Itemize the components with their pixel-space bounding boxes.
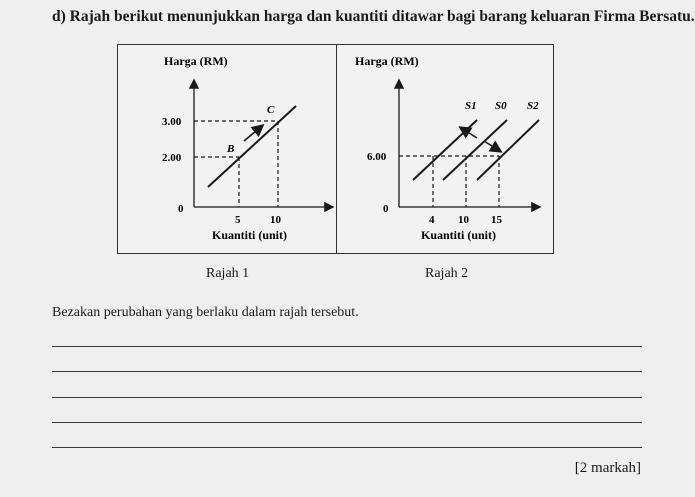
- answer-line-3[interactable]: [52, 397, 642, 398]
- figure-2-x-tick-10: 10: [458, 214, 469, 226]
- instruction-text: Bezakan perubahan yang berlaku dalam rajah tersebut.: [52, 305, 359, 320]
- figure-2-origin: 0: [383, 203, 389, 215]
- figure-1-x-tick-10: 10: [270, 214, 281, 226]
- figure-2-x-axis-label: Kuantiti (unit): [421, 228, 497, 242]
- answer-line-5[interactable]: [52, 447, 642, 448]
- figure-2-label-s2: S2: [527, 100, 539, 112]
- figure-1-x-axis-label: Kuantiti (unit): [212, 228, 288, 242]
- figure-1-origin: 0: [178, 203, 184, 215]
- figure-2-label-s0: S0: [495, 100, 507, 112]
- figure-1-y-tick-3: 3.00: [162, 116, 182, 128]
- figure-1-point-c: C: [267, 104, 275, 116]
- figure-2-y-axis-label: Harga (RM): [355, 54, 419, 68]
- figure-1-point-b: B: [227, 143, 235, 155]
- figure-2-curve-s1: [413, 120, 477, 180]
- figure-2-x-tick-15: 15: [491, 214, 502, 226]
- figure-2-diagram: [337, 45, 555, 253]
- figure-1-y-axis-label: Harga (RM): [164, 54, 228, 68]
- answer-line-4[interactable]: [52, 422, 642, 423]
- figure-1-x-tick-5: 5: [235, 214, 241, 226]
- figure-1-supply-curve: [208, 106, 296, 187]
- answer-line-1[interactable]: [52, 346, 642, 347]
- figure-2-label-s1: S1: [465, 100, 477, 112]
- figure-box: [117, 44, 554, 254]
- answer-line-2[interactable]: [52, 371, 642, 372]
- figure-2-y-tick-6: 6.00: [367, 151, 387, 163]
- figure-1-y-tick-2: 2.00: [162, 152, 182, 164]
- marks-label: [2 markah]: [574, 460, 641, 476]
- figure-1-diagram: [118, 45, 336, 253]
- figure-2-curve-s2: [477, 120, 539, 180]
- figure-1-caption: Rajah 1: [206, 266, 250, 281]
- question-text: d) Rajah berikut menunjukkan harga dan kuantiti ditawar bagi barang keluaran Firma Bersatu.: [52, 8, 695, 25]
- figure-2-shift-right-arrow: [484, 141, 500, 151]
- figure-2-caption: Rajah 2: [425, 266, 469, 281]
- figure-2-x-tick-4: 4: [429, 214, 435, 226]
